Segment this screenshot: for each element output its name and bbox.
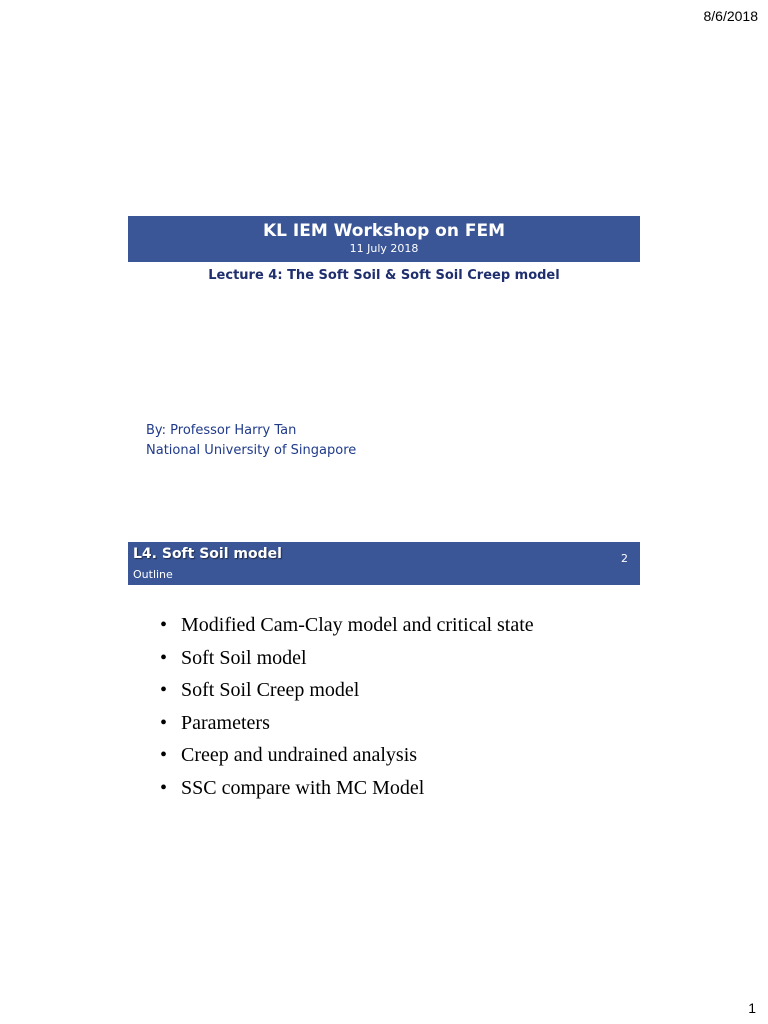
page-date: 8/6/2018 [703, 8, 758, 24]
bullet-icon: • [160, 744, 168, 766]
workshop-date: 11 July 2018 [349, 242, 419, 255]
bullet-icon: • [160, 679, 168, 701]
slide-number: 2 [621, 552, 628, 565]
lecture-title: Lecture 4: The Soft Soil & Soft Soil Creep model [208, 268, 560, 283]
title-banner [128, 216, 640, 262]
slide-subtitle: Outline [133, 568, 173, 581]
bullet-icon: • [160, 614, 168, 636]
author-block [146, 421, 356, 461]
page-number: 1 [748, 1000, 756, 1016]
list-item [160, 675, 534, 708]
author-name: By: Professor Harry Tan [146, 423, 297, 438]
slide-title: L4. Soft Soil model [133, 546, 282, 562]
list-item-text: Soft Soil model [181, 646, 307, 669]
workshop-title: KL IEM Workshop on FEM [262, 221, 506, 241]
list-item [160, 740, 534, 773]
list-item [160, 773, 534, 806]
bullet-icon: • [160, 711, 168, 734]
list-item [160, 708, 534, 741]
bullet-icon: • [160, 646, 168, 669]
list-item [160, 610, 534, 643]
list-item-text: SSC compare with MC Model [181, 776, 425, 799]
list-item-text: Modified Cam-Clay model and critical state [181, 614, 534, 636]
author-affiliation: National University of Singapore [146, 443, 357, 458]
bullet-icon: • [160, 776, 168, 799]
list-item [160, 643, 534, 676]
list-item-text: Parameters [181, 711, 270, 734]
outline-list [160, 610, 534, 805]
list-item-text: Soft Soil Creep model [181, 679, 360, 701]
slide-header [128, 542, 640, 585]
list-item-text: Creep and undrained analysis [181, 744, 418, 766]
